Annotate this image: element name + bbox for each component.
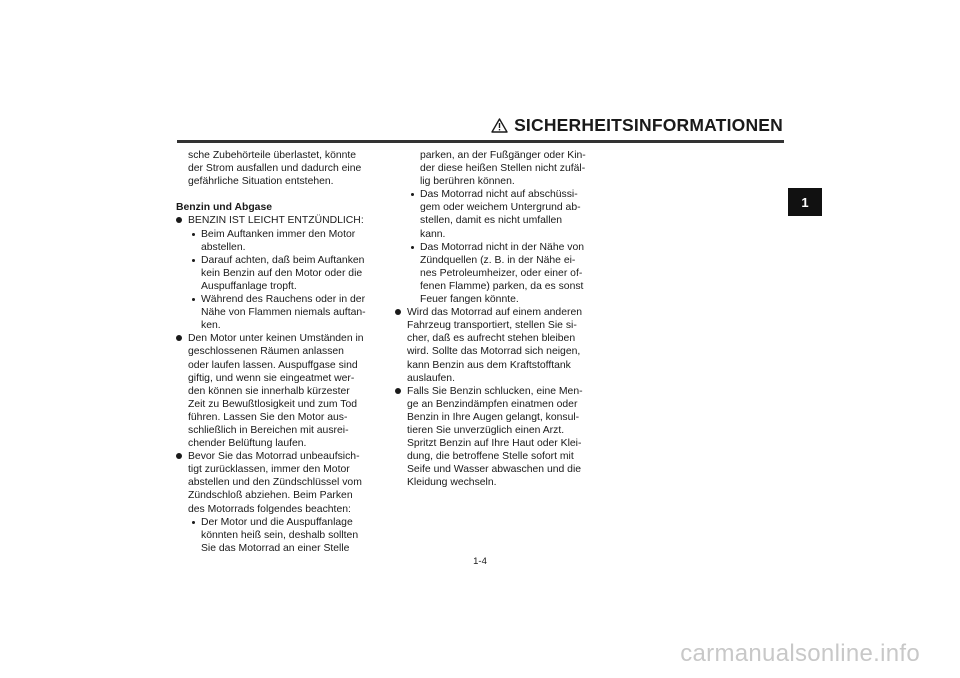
- text-line: Sie das Motorrad an einer Stelle: [201, 542, 350, 554]
- text-line: tigt zurücklassen, immer den Motor: [188, 464, 350, 476]
- sub-bullet-item: Beim Auftanken immer den Motor: [176, 228, 386, 241]
- text-line: Feuer fangen könnte.: [420, 294, 519, 306]
- text-line: gefährliche Situation entstehen.: [188, 176, 334, 188]
- sub-bullet-item: Darauf achten, daß beim Auftanken: [176, 254, 386, 267]
- text-line: fenen Flamme) parken, da es sonst: [420, 280, 584, 292]
- section-title: [0, 115, 783, 136]
- section-title-text: SICHERHEITSINFORMATIONEN: [514, 115, 783, 135]
- bullet-item: Bevor Sie das Motorrad unbeaufsich-: [176, 450, 386, 463]
- text-line: Kleidung wechseln.: [407, 477, 497, 489]
- text-line: lig berühren können.: [420, 176, 515, 188]
- bullet-item: Wird das Motorrad auf einem anderen: [395, 306, 605, 319]
- text-line: Spritzt Benzin auf Ihre Haut oder Klei-: [407, 438, 582, 450]
- text-line: Auspuffanlage tropft.: [201, 280, 297, 292]
- text-line: tieren Sie unverzüglich einen Arzt.: [407, 424, 565, 436]
- text-line: cher, daß es aufrecht stehen bleiben: [407, 333, 576, 345]
- bullet-item: BENZIN IST LEICHT ENTZÜNDLICH:: [176, 214, 386, 227]
- text-line: ge an Benzindämpfen einatmen oder: [407, 398, 578, 410]
- text-line: kann Benzin aus dem Kraftstofftank: [407, 359, 571, 371]
- text-line: sche Zubehörteile überlastet, könnte: [188, 150, 357, 161]
- text-line: abstellen.: [201, 241, 246, 253]
- sub-bullet-item: Das Motorrad nicht in der Nähe von: [395, 241, 605, 254]
- sub-bullet-item: Der Motor und die Auspuffanlage: [176, 516, 386, 529]
- text-line: Fahrzeug transportiert, stellen Sie si-: [407, 320, 577, 332]
- text-line: dung, die betroffene Stelle sofort mit: [407, 451, 574, 463]
- warning-triangle-icon: [491, 118, 508, 133]
- bullet-item: Falls Sie Benzin schlucken, eine Men-: [395, 385, 605, 398]
- text-line: Zündquellen (z. B. in der Nähe ei-: [420, 254, 576, 266]
- text-line: der Strom ausfallen und dadurch eine: [188, 163, 362, 175]
- text-line: gem oder weichem Untergrund ab-: [420, 202, 581, 214]
- text-line: Benzin in Ihre Augen gelangt, konsul-: [407, 411, 580, 423]
- paragraph-gap: [176, 188, 386, 201]
- text-line: den können sie innerhalb kürzester: [188, 385, 350, 397]
- text-line: wird. Sollte das Motorrad sich neigen,: [407, 346, 581, 358]
- text-line: geschlossenen Räumen anlassen: [188, 346, 344, 358]
- sub-bullet-item: Während des Rauchens oder in der: [176, 293, 386, 306]
- text-line: oder laufen lassen. Auspuffgase sind: [188, 359, 358, 371]
- subsection-heading: Benzin und Abgase: [176, 202, 273, 214]
- text-line: der diese heißen Stellen nicht zufäl-: [420, 163, 586, 175]
- text-line: kein Benzin auf den Motor oder die: [201, 267, 363, 279]
- watermark: carmanualsonline.info: [680, 640, 920, 667]
- left-column: [176, 149, 386, 555]
- page-number: 1-4: [473, 556, 487, 567]
- text-line: führen. Lassen Sie den Motor aus-: [188, 411, 348, 423]
- right-column: [395, 149, 605, 489]
- text-line: des Motorrads folgendes beachten:: [188, 503, 351, 515]
- text-line: ken.: [201, 320, 221, 332]
- text-line: kann.: [420, 228, 446, 240]
- text-line: nes Petroleumheizer, oder einer of-: [420, 267, 583, 279]
- text-line: Zündschloß abziehen. Beim Parken: [188, 490, 353, 502]
- text-line: giftig, und wenn sie eingeatmet wer-: [188, 372, 355, 384]
- text-line: könnten heiß sein, deshalb sollten: [201, 529, 359, 541]
- sub-bullet-item: Das Motorrad nicht auf abschüssi-: [395, 188, 605, 201]
- bullet-item: Den Motor unter keinen Umständen in: [176, 332, 386, 345]
- text-line: Nähe von Flammen niemals auftan-: [201, 307, 366, 319]
- text-line: parken, an der Fußgänger oder Kin-: [420, 150, 586, 161]
- chapter-tab: 1: [788, 188, 822, 216]
- text-line: chender Belüftung laufen.: [188, 438, 307, 450]
- text-line: stellen, damit es nicht umfallen: [420, 215, 563, 227]
- header-rule: [177, 140, 784, 143]
- text-line: schließlich in Bereichen mit ausrei-: [188, 424, 349, 436]
- text-line: abstellen und den Zündschlüssel vom: [188, 477, 362, 489]
- text-line: Seife und Wasser abwaschen und die: [407, 464, 582, 476]
- text-line: auslaufen.: [407, 372, 455, 384]
- text-line: Zeit zu Bewußtlosigkeit und zum Tod: [188, 398, 358, 410]
